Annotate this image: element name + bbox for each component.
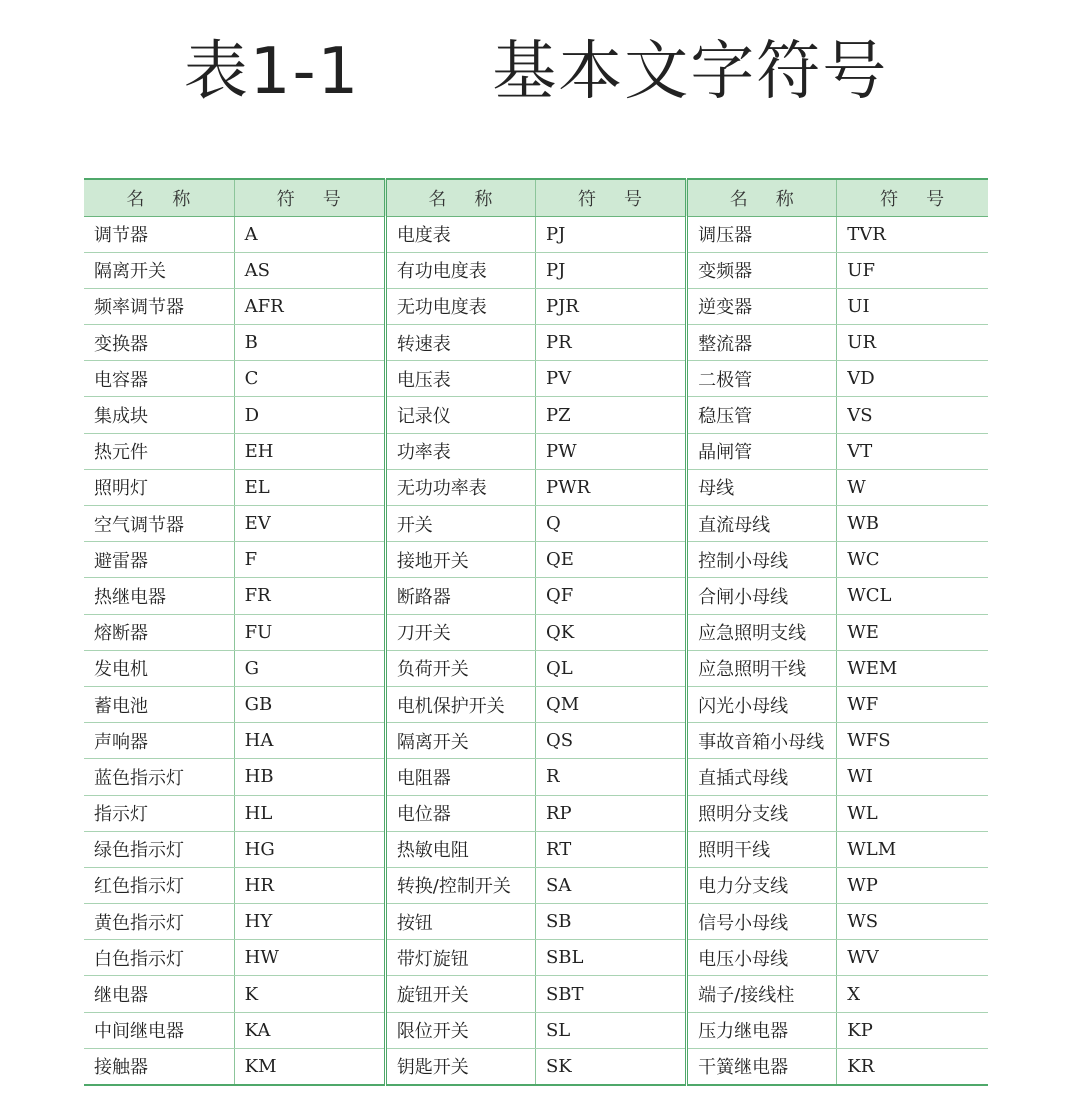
table-row [84,542,988,578]
item-symbol: W [837,469,988,505]
item-symbol: Q [535,506,686,542]
table-row [84,723,988,759]
item-symbol: WFS [837,723,988,759]
item-symbol: F [234,542,385,578]
item-symbol: TVR [837,216,988,252]
item-symbol: KP [837,1012,988,1048]
item-name: 负荷开关 [385,650,535,686]
table-row [84,904,988,940]
table-row [84,252,988,288]
item-symbol: PJ [535,252,686,288]
table-row [84,397,988,433]
item-name: 红色指示灯 [84,867,234,903]
item-symbol: WF [837,686,988,722]
table-row [84,506,988,542]
item-name: 照明灯 [84,469,234,505]
item-name: 空气调节器 [84,506,234,542]
item-name: 电度表 [385,216,535,252]
item-name: 母线 [687,469,837,505]
item-symbol: PV [535,361,686,397]
item-symbol: QK [535,614,686,650]
item-symbol: HB [234,759,385,795]
table-row [84,361,988,397]
item-symbol: HG [234,831,385,867]
item-name: 电压小母线 [687,940,837,976]
item-name: 晶闸管 [687,433,837,469]
table-row [84,614,988,650]
item-symbol: WI [837,759,988,795]
table-row [84,216,988,252]
item-name: 电力分支线 [687,867,837,903]
item-name: 端子/接线柱 [687,976,837,1012]
item-symbol: VD [837,361,988,397]
header-symbol: 符号 [535,179,686,216]
table-row [84,1012,988,1048]
item-name: 事故音箱小母线 [687,723,837,759]
item-name: 转换/控制开关 [385,867,535,903]
item-name: 集成块 [84,397,234,433]
item-symbol: D [234,397,385,433]
item-symbol: WLM [837,831,988,867]
item-symbol: AS [234,252,385,288]
item-name: 热敏电阻 [385,831,535,867]
item-name: 频率调节器 [84,288,234,324]
item-name: 直插式母线 [687,759,837,795]
item-name: 变频器 [687,252,837,288]
item-name: 电位器 [385,795,535,831]
item-name: 整流器 [687,325,837,361]
item-name: 闪光小母线 [687,686,837,722]
item-symbol: UR [837,325,988,361]
item-name: 热元件 [84,433,234,469]
header-name: 名称 [385,179,535,216]
item-symbol: HL [234,795,385,831]
item-symbol: X [837,976,988,1012]
item-name: 调节器 [84,216,234,252]
item-name: 接地开关 [385,542,535,578]
item-name: 电容器 [84,361,234,397]
item-symbol: R [535,759,686,795]
item-name: 黄色指示灯 [84,904,234,940]
header-symbol: 符号 [234,179,385,216]
item-symbol: G [234,650,385,686]
item-symbol: C [234,361,385,397]
item-name: 照明干线 [687,831,837,867]
table-row [84,759,988,795]
item-symbol: WC [837,542,988,578]
header-name: 名称 [84,179,234,216]
item-symbol: WS [837,904,988,940]
item-name: 应急照明支线 [687,614,837,650]
item-name: 电压表 [385,361,535,397]
item-symbol: PR [535,325,686,361]
item-name: 直流母线 [687,506,837,542]
item-name: 应急照明干线 [687,650,837,686]
item-symbol: FU [234,614,385,650]
item-symbol: GB [234,686,385,722]
item-symbol: SB [535,904,686,940]
item-name: 接触器 [94,1057,148,1079]
item-symbol: WL [837,795,988,831]
item-name: 继电器 [84,976,234,1012]
item-symbol: QS [535,723,686,759]
item-name: 熔断器 [84,614,234,650]
item-name: 信号小母线 [687,904,837,940]
table-row [84,288,988,324]
item-name: 开关 [385,506,535,542]
item-symbol: QM [535,686,686,722]
item-name: 蓄电池 [84,686,234,722]
table-row [84,325,988,361]
item-symbol: PW [535,433,686,469]
item-name: 蓝色指示灯 [84,759,234,795]
header-name: 名称 [687,179,837,216]
item-symbol: PZ [535,397,686,433]
item-symbol: UI [837,288,988,324]
item-name: 刀开关 [385,614,535,650]
item-symbol: KR [837,1048,988,1084]
item-name: 控制小母线 [687,542,837,578]
item-symbol: RP [535,795,686,831]
item-name: 限位开关 [385,1012,535,1048]
item-symbol: SBL [535,940,686,976]
item-symbol: PJ [535,216,686,252]
item-symbol: VS [837,397,988,433]
item-name: 电机保护开关 [385,686,535,722]
item-name: 记录仪 [385,397,535,433]
table-row [84,650,988,686]
item-name: 声响器 [84,723,234,759]
table-header-row [84,179,988,216]
page-title: 表1-1 基本文字符号 [183,35,889,109]
item-name: 钥匙开关 [385,1048,535,1084]
item-symbol: KM [234,1048,385,1084]
item-symbol: HY [234,904,385,940]
item-symbol: UF [837,252,988,288]
item-symbol: A [234,216,385,252]
table-row [84,578,988,614]
table-row [84,940,988,976]
table-row [84,433,988,469]
item-name: 变换器 [84,325,234,361]
item-name: 稳压管 [687,397,837,433]
item-name: 无功电度表 [385,288,535,324]
item-symbol: AFR [234,288,385,324]
item-name: 避雷器 [84,542,234,578]
item-symbol: HR [234,867,385,903]
table-row [84,831,988,867]
item-name: 二极管 [687,361,837,397]
item-name: 发电机 [84,650,234,686]
item-symbol: QE [535,542,686,578]
item-name: 白色指示灯 [84,940,234,976]
item-symbol: HA [234,723,385,759]
item-symbol: KA [234,1012,385,1048]
item-name: 指示灯 [84,795,234,831]
item-name: 功率表 [385,433,535,469]
item-symbol: QL [535,650,686,686]
item-symbol: WE [837,614,988,650]
item-name: 中间继电器 [84,1012,234,1048]
item-name: 断路器 [385,578,535,614]
item-symbol: SL [535,1012,686,1048]
item-symbol: WCL [837,578,988,614]
item-name: 隔离开关 [385,723,535,759]
item-symbol: RT [535,831,686,867]
item-name: 逆变器 [687,288,837,324]
item-symbol: SA [535,867,686,903]
item-name: 转速表 [385,325,535,361]
table-row [84,469,988,505]
item-name: 电阻器 [385,759,535,795]
table-row [84,976,988,1012]
item-symbol: QF [535,578,686,614]
item-symbol: SBT [535,976,686,1012]
item-symbol: WV [837,940,988,976]
item-symbol: EH [234,433,385,469]
symbol-table [84,178,988,1086]
item-symbol: FR [234,578,385,614]
item-symbol: WEM [837,650,988,686]
item-name: 合闸小母线 [687,578,837,614]
item-name: 照明分支线 [687,795,837,831]
item-symbol: WB [837,506,988,542]
table-row [84,867,988,903]
item-symbol: PWR [535,469,686,505]
item-name: 压力继电器 [687,1012,837,1048]
table-body [84,216,988,1085]
header-symbol: 符号 [837,179,988,216]
item-name: 旋钮开关 [385,976,535,1012]
table-row [84,795,988,831]
item-symbol: EL [234,469,385,505]
table-row [84,686,988,722]
item-symbol: HW [234,940,385,976]
item-name: 调压器 [687,216,837,252]
item-symbol: B [234,325,385,361]
item-name: 隔离开关 [84,252,234,288]
item-name: 带灯旋钮 [385,940,535,976]
table-row [84,1048,988,1084]
item-symbol: K [234,976,385,1012]
item-symbol: SK [535,1048,686,1084]
item-symbol: VT [837,433,988,469]
item-symbol: WP [837,867,988,903]
item-symbol: PJR [535,288,686,324]
item-symbol: EV [234,506,385,542]
item-name: 绿色指示灯 [84,831,234,867]
item-name: 按钮 [385,904,535,940]
item-name: 热继电器 [84,578,234,614]
item-name: 有功电度表 [385,252,535,288]
item-name: 无功功率表 [385,469,535,505]
item-name: 干簧继电器 [687,1048,837,1084]
